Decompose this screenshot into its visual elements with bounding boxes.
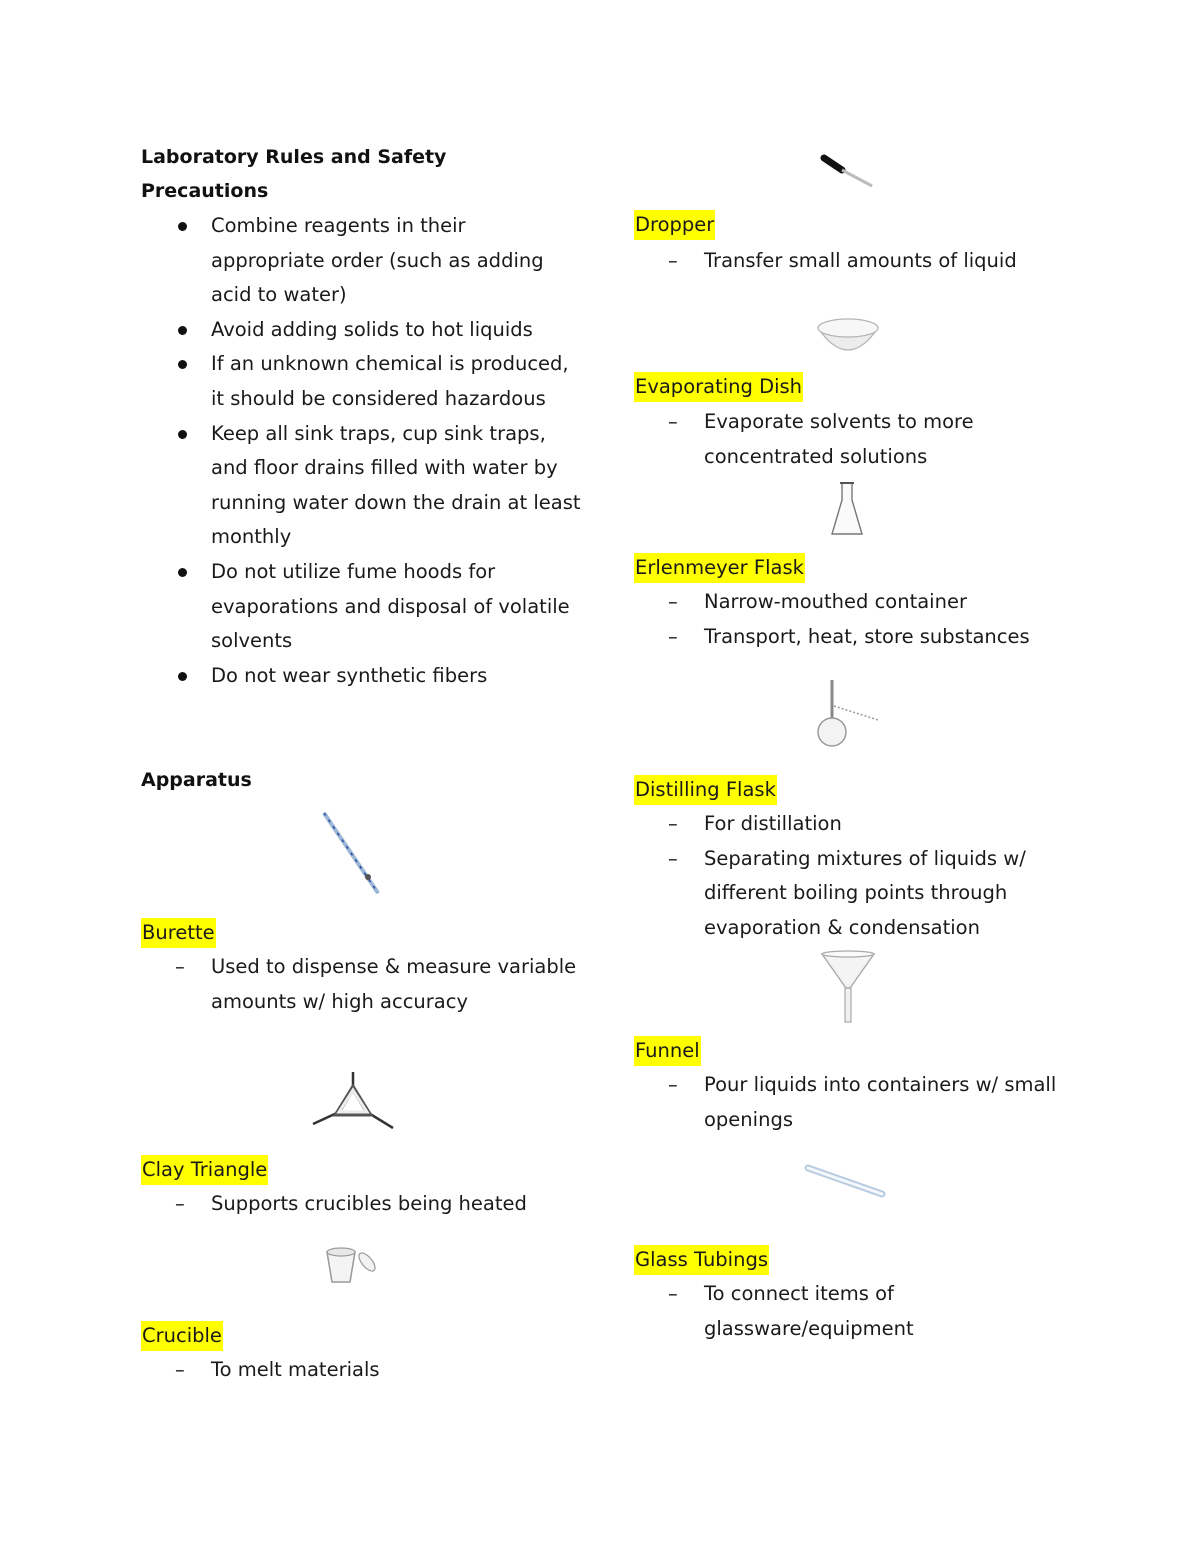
list-item: – Transport, heat, store substances bbox=[668, 624, 1030, 648]
erlenmeyer-flask-label: Erlenmeyer Flask bbox=[634, 553, 805, 583]
list-item: – Evaporate solvents to more concentrated solutions bbox=[668, 410, 974, 468]
list-item: – Transfer small amounts of liquid bbox=[668, 249, 1017, 272]
funnel-description bbox=[634, 1068, 1074, 1137]
clay-triangle-icon bbox=[309, 1068, 399, 1133]
list-item: – Used to dispense & measure variable amounts w/ high accuracy bbox=[175, 955, 577, 1013]
bullet-icon bbox=[178, 672, 187, 681]
list-item: Avoid adding solids to hot liquids bbox=[141, 313, 581, 348]
list-item: – Narrow-mouthed container bbox=[668, 590, 967, 613]
list-item: – To melt materials bbox=[175, 1358, 380, 1381]
dropper-label: Dropper bbox=[634, 210, 715, 240]
evaporating-dish-label: Evaporating Dish bbox=[634, 372, 803, 402]
dropper-description bbox=[634, 244, 1074, 279]
list-item: – Pour liquids into containers w/ small openings bbox=[668, 1073, 1057, 1131]
glass-tubing-icon bbox=[804, 1160, 890, 1204]
crucible-label: Crucible bbox=[141, 1321, 223, 1351]
funnel-label: Funnel bbox=[634, 1036, 701, 1066]
list-item: – To connect items of glassware/equipment bbox=[668, 1282, 914, 1340]
bullet-icon bbox=[178, 430, 187, 439]
list-item: Do not utilize fume hoods for evaporations and disposal of volatile solvents bbox=[141, 555, 581, 659]
bullet-icon bbox=[178, 360, 187, 369]
crucible-icon bbox=[323, 1242, 383, 1288]
bullet-icon bbox=[178, 326, 187, 335]
funnel-icon bbox=[820, 950, 876, 1026]
list-item: – For distillation bbox=[668, 812, 842, 835]
list-item: – Separating mixtures of liquids w/ different boiling points through evaporation & condensation bbox=[668, 846, 1026, 939]
list-item: – Supports crucibles being heated bbox=[175, 1192, 527, 1215]
burette-label: Burette bbox=[141, 918, 216, 948]
bullet-icon bbox=[178, 222, 187, 231]
dropper-icon bbox=[820, 152, 876, 192]
erlenmeyer-flask-description bbox=[634, 585, 1074, 654]
document-title-line1: Laboratory Rules and Safety bbox=[141, 146, 447, 168]
list-item: If an unknown chemical is produced, it should be considered hazardous bbox=[141, 347, 581, 416]
bullet-icon bbox=[178, 568, 187, 577]
list-item: Combine reagents in their appropriate order (such as adding acid to water) bbox=[141, 209, 581, 313]
document-title-line2: Precautions bbox=[141, 180, 269, 202]
clay-triangle-description bbox=[141, 1187, 581, 1222]
distilling-flask-label: Distilling Flask bbox=[634, 775, 777, 805]
evaporating-dish-icon bbox=[816, 314, 880, 362]
burette-icon bbox=[316, 805, 386, 900]
distilling-flask-icon bbox=[814, 678, 884, 750]
list-item: Keep all sink traps, cup sink traps, and floor drains filled with water by running water down the drain at least monthly bbox=[141, 417, 581, 555]
erlenmeyer-flask-icon bbox=[830, 480, 864, 538]
glass-tubings-label: Glass Tubings bbox=[634, 1245, 769, 1275]
distilling-flask-description bbox=[634, 807, 1074, 945]
clay-triangle-label: Clay Triangle bbox=[141, 1155, 268, 1185]
apparatus-heading: Apparatus bbox=[141, 769, 252, 791]
evaporating-dish-description bbox=[634, 405, 1074, 474]
crucible-description bbox=[141, 1353, 581, 1388]
precautions-list bbox=[141, 209, 581, 693]
glass-tubings-description bbox=[634, 1277, 1074, 1346]
burette-description bbox=[141, 950, 581, 1019]
list-item: Do not wear synthetic fibers bbox=[141, 659, 581, 694]
